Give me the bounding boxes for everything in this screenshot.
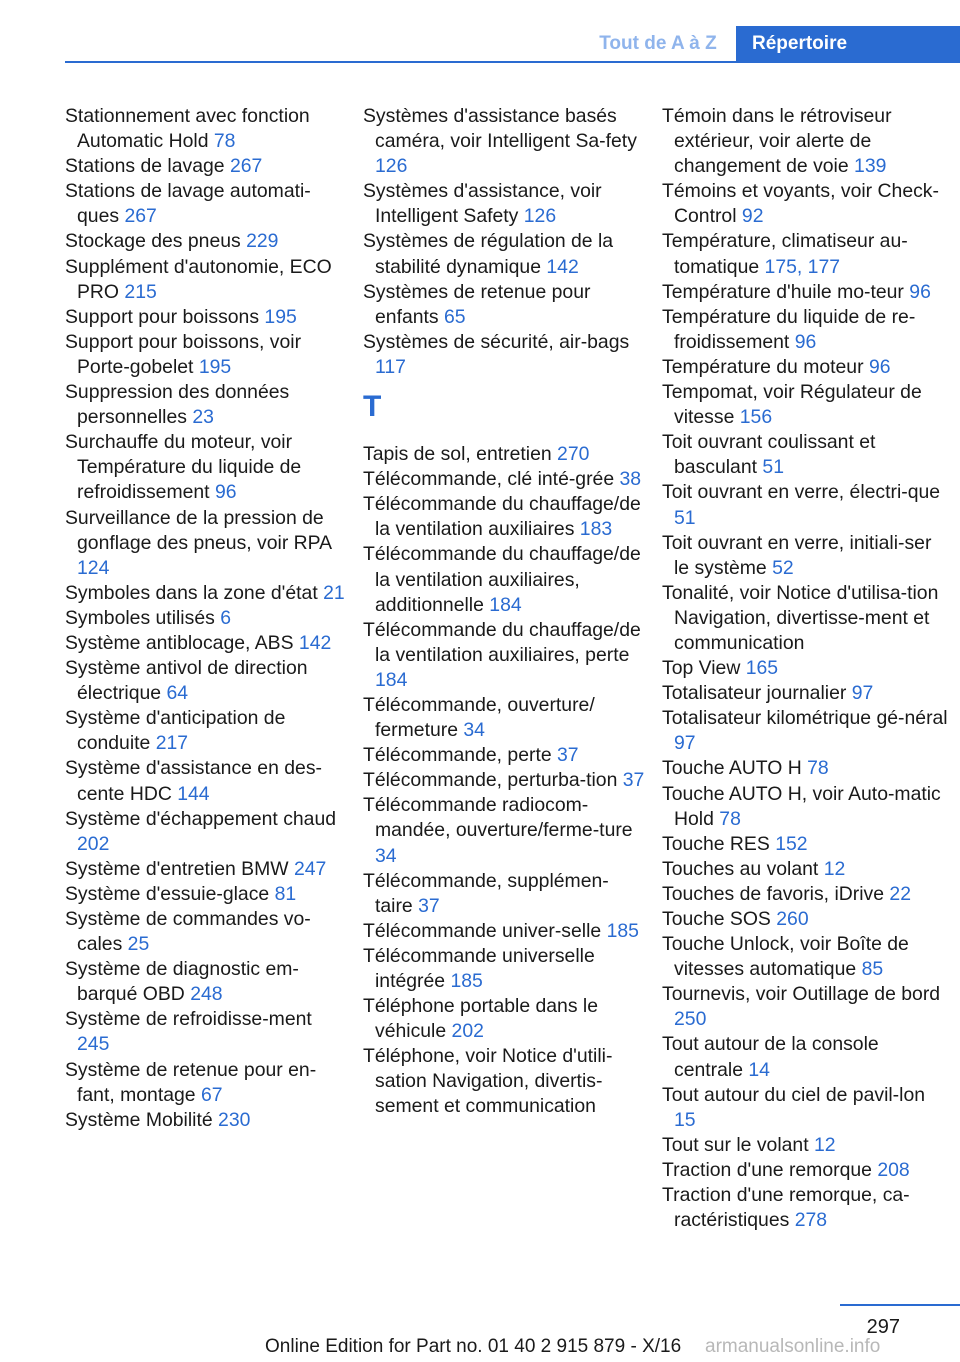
page-link[interactable]: 67 xyxy=(200,1083,223,1106)
index-entry xyxy=(363,793,645,868)
index-entry xyxy=(662,1032,948,1082)
index-entry xyxy=(662,531,948,581)
index-entry-text: Téléphone, voir Notice d'utili-sation Navigation, divertis-sement et communication xyxy=(363,1045,613,1118)
index-entry xyxy=(662,982,948,1032)
index-column-2 xyxy=(363,104,645,1120)
page-link[interactable]: 185 xyxy=(450,970,483,992)
index-entry xyxy=(662,104,948,179)
index-entry xyxy=(662,1183,948,1233)
index-entry-text: Télécommande, clé inté-grée xyxy=(363,468,615,491)
index-entry-text: Totalisateur journalier xyxy=(662,682,847,705)
index-entry xyxy=(65,255,347,305)
index-entry-text: Touches au volant xyxy=(662,857,819,880)
page-link[interactable]: 65 xyxy=(444,305,466,328)
page-link[interactable]: 96 xyxy=(909,280,931,303)
page-link[interactable]: 85 xyxy=(861,958,884,981)
index-entry-text: Téléphone portable dans le véhicule xyxy=(363,995,599,1043)
index-entry xyxy=(65,706,347,756)
page-link[interactable]: 14 xyxy=(748,1058,770,1081)
page-link[interactable]: 142 xyxy=(298,631,332,654)
index-column-1 xyxy=(65,104,347,1133)
index-entry-text: Tournevis, voir Outillage de bord xyxy=(662,983,941,1006)
index-entry xyxy=(363,869,645,919)
page-link[interactable]: 230 xyxy=(218,1108,251,1131)
index-entry xyxy=(363,229,645,279)
page-link[interactable]: 126 xyxy=(375,155,408,178)
index-entry-text: Surveillance de la pression de gonflage des pneus, voir RPA xyxy=(65,506,332,554)
index-entry xyxy=(65,430,347,505)
index-entry xyxy=(363,994,645,1044)
index-entry-text: Systèmes de retenue pour enfants xyxy=(363,280,591,328)
index-entry xyxy=(65,807,347,857)
index-entry xyxy=(363,492,645,542)
index-entry-text: Télécommande, ouverture/ fermeture xyxy=(363,693,595,742)
index-entry-text: Toit ouvrant en verre, électri-que xyxy=(662,481,941,504)
tab-repertoire[interactable]: Répertoire xyxy=(736,26,960,62)
page-link[interactable]: 92 xyxy=(741,205,764,228)
index-column-3 xyxy=(662,104,948,1233)
index-entry-text: Système de retenue pour en-fant, montage xyxy=(65,1058,317,1106)
index-entry xyxy=(363,693,645,743)
index-entry-text: Système de diagnostic em-barqué OBD xyxy=(65,958,299,1006)
index-entry xyxy=(65,1058,347,1108)
index-entry-text: Stations de lavage xyxy=(65,155,225,178)
index-entry xyxy=(662,907,948,932)
index-entry xyxy=(662,380,948,430)
page-link[interactable]: 25 xyxy=(127,933,150,956)
page-link[interactable]: 81 xyxy=(274,882,297,905)
page-link[interactable]: 202 xyxy=(451,1020,484,1043)
index-entry xyxy=(363,467,645,492)
index-entry xyxy=(662,229,948,279)
index-entry-text: Système d'échappement chaud xyxy=(65,807,337,830)
page-link[interactable]: 34 xyxy=(463,719,485,742)
index-entry xyxy=(65,656,347,706)
page-link[interactable]: 278 xyxy=(794,1209,828,1232)
page-link[interactable]: 156 xyxy=(739,406,773,429)
index-entry xyxy=(363,1044,645,1119)
index-entry-text: Télécommande du chauffage/de la ventilation auxiliaires, additionnelle xyxy=(363,543,641,616)
index-entry xyxy=(65,330,347,380)
index-entry-text: Température du liquide de re-froidissement xyxy=(662,305,916,353)
edition-note: Online Edition for Part no. 01 40 2 915 879 - X/16 xyxy=(265,1336,682,1357)
index-entry-text: Toit ouvrant coulissant et basculant xyxy=(662,431,876,479)
index-entry-text: Température du moteur xyxy=(662,355,864,378)
index-entry-text: Tapis de sol, entretien xyxy=(363,443,552,466)
page-link[interactable]: 183 xyxy=(579,518,613,541)
page-link[interactable]: 208 xyxy=(877,1158,910,1181)
page-link[interactable]: 64 xyxy=(166,682,189,705)
index-entry xyxy=(662,581,948,656)
page-link[interactable]: 124 xyxy=(77,556,110,579)
index-entry-text: Top View xyxy=(662,657,741,680)
index-entry xyxy=(65,154,347,179)
index-entry-text: Touche AUTO H xyxy=(662,757,802,780)
page-link[interactable]: 152 xyxy=(775,832,808,855)
page-link[interactable]: 21 xyxy=(323,581,345,604)
index-entry-text: Traction d'une remorque xyxy=(662,1158,872,1181)
index-entry xyxy=(363,919,645,944)
index-entry xyxy=(662,480,948,530)
index-entry xyxy=(65,581,347,606)
page-link[interactable]: 175, 177 xyxy=(764,255,841,278)
page-link[interactable]: 267 xyxy=(124,205,157,228)
index-entry-text: Totalisateur kilométrique gé-néral xyxy=(662,707,948,730)
footer-rule xyxy=(840,1304,960,1306)
index-entry-text: Tout autour de la console centrale xyxy=(662,1033,879,1081)
index-entry-text: Tonalité, voir Notice d'utilisa-tion Navigation, divertisse-ment et communication xyxy=(662,581,939,654)
index-entry xyxy=(662,430,948,480)
index-entry xyxy=(662,1158,948,1183)
page-link[interactable]: 12 xyxy=(823,857,846,880)
index-entry-text: Symboles dans la zone d'état xyxy=(65,581,318,604)
index-entry-text: Télécommande universelle intégrée xyxy=(363,944,595,992)
index-entry-text: Télécommande, perte xyxy=(363,744,552,767)
index-entry-text: Support pour boissons xyxy=(65,305,260,328)
page-link[interactable]: 202 xyxy=(77,832,110,855)
index-entry-text: Stockage des pneus xyxy=(65,230,241,253)
index-entry-text: Suppression des données personnelles xyxy=(65,381,290,429)
page-link[interactable]: 23 xyxy=(192,406,214,429)
index-entry xyxy=(65,1007,347,1057)
page-link[interactable]: 247 xyxy=(293,857,327,880)
index-entry xyxy=(65,606,347,631)
index-entry xyxy=(65,882,347,907)
index-entry xyxy=(662,932,948,982)
index-entry-text: Système de refroidisse-ment xyxy=(65,1008,312,1031)
index-entry xyxy=(363,442,645,467)
index-entry-text: Télécommande du chauffage/de la ventilation auxiliaires, perte xyxy=(363,618,641,666)
index-entry xyxy=(363,743,645,768)
index-entry xyxy=(662,756,948,781)
index-entry xyxy=(662,857,948,882)
index-entry-text: Touche Unlock, voir Boîte de vitesses automatique xyxy=(662,933,909,981)
page-link[interactable]: 78 xyxy=(807,757,829,780)
index-entry-text: Systèmes d'assistance basés caméra, voir Intelligent Sa-fety xyxy=(363,105,637,153)
index-entry xyxy=(65,229,347,254)
page-link[interactable]: 184 xyxy=(489,593,522,616)
index-entry-text: Système antiblocage, ABS xyxy=(65,631,294,654)
index-entry xyxy=(662,882,948,907)
index-entry xyxy=(363,944,645,994)
index-entry-text: Systèmes d'assistance, voir Intelligent Safety xyxy=(363,180,602,228)
index-entry-text: Traction d'une remorque, ca-ractéristiques xyxy=(662,1184,910,1232)
index-entry xyxy=(65,957,347,1007)
page-link[interactable]: 184 xyxy=(375,668,408,691)
index-entry-text: Système d'essuie-glace xyxy=(65,882,270,905)
index-entry-text: Supplément d'autonomie, ECO PRO xyxy=(65,255,332,303)
index-entry xyxy=(65,857,347,882)
index-entry-text: Surchauffe du moteur, voir Température du liquide de refroidissement xyxy=(65,431,302,504)
index-entry xyxy=(363,179,645,229)
index-entry-text: Témoins et voyants, voir Check-Control xyxy=(662,180,939,228)
page-link[interactable]: 117 xyxy=(375,355,406,378)
index-entry xyxy=(662,681,948,706)
page-link[interactable]: 215 xyxy=(124,280,157,303)
index-entry xyxy=(363,330,645,380)
index-entry xyxy=(662,832,948,857)
page-link[interactable]: 217 xyxy=(155,732,189,755)
index-entry-text: Touches de favoris, iDrive xyxy=(662,882,885,905)
page-link[interactable]: 37 xyxy=(418,894,440,917)
page-link[interactable]: 37 xyxy=(622,769,645,792)
page-link[interactable]: 267 xyxy=(229,155,263,178)
index-entry-text: Touche RES xyxy=(662,832,770,855)
index-entry xyxy=(662,1133,948,1158)
index-entry xyxy=(662,280,948,305)
index-entry xyxy=(662,706,948,756)
page-link[interactable]: 97 xyxy=(674,732,696,755)
index-entry-text: Système Mobilité xyxy=(65,1108,213,1131)
index-entry xyxy=(65,179,347,229)
page-link[interactable]: 51 xyxy=(674,506,696,529)
index-entry-text: Télécommande, perturba-tion xyxy=(363,769,618,792)
page-link[interactable]: 6 xyxy=(220,606,231,629)
index-entry-text: Télécommande univer-selle xyxy=(363,919,602,942)
index-entry xyxy=(65,506,347,581)
index-entry xyxy=(65,631,347,656)
section-letter: T xyxy=(363,390,382,424)
index-entry xyxy=(65,1108,347,1133)
index-entry xyxy=(363,618,645,693)
index-entry-text: Système antivol de direction électrique xyxy=(65,657,308,705)
index-entry xyxy=(662,782,948,832)
page-link[interactable]: 270 xyxy=(557,443,590,466)
page-link[interactable]: 250 xyxy=(674,1008,707,1031)
page-link[interactable]: 15 xyxy=(674,1108,696,1131)
index-entry-text: Tempomat, voir Régulateur de vitesse xyxy=(662,381,922,429)
index-entry-text: Température d'huile mo-teur xyxy=(662,280,904,303)
index-entry xyxy=(662,656,948,681)
index-entry xyxy=(662,1083,948,1133)
index-entry-text: Télécommande, supplémen-taire xyxy=(363,869,609,917)
index-entry-text: Télécommande du chauffage/de la ventilation auxiliaires xyxy=(363,493,641,541)
page-link[interactable]: 144 xyxy=(177,782,210,805)
index-entry xyxy=(363,768,645,793)
index-entry-text: Touche AUTO H, voir Auto-matic Hold xyxy=(662,782,941,830)
page-link[interactable]: 229 xyxy=(246,230,279,253)
page-link[interactable]: 97 xyxy=(851,682,874,705)
index-entry-text: Tout sur le volant xyxy=(662,1133,809,1156)
index-entry-text: Systèmes de sécurité, air-bags xyxy=(363,330,630,353)
index-entry-text: Système d'anticipation de conduite xyxy=(65,707,286,755)
index-entry-text: Toit ouvrant en verre, initiali-ser le système xyxy=(662,531,932,579)
page-link[interactable]: 78 xyxy=(719,807,741,830)
index-entry xyxy=(363,542,645,617)
index-entry xyxy=(65,104,347,154)
index-entry-text: Systèmes de régulation de la stabilité dynamique xyxy=(363,230,614,278)
page-link[interactable]: 12 xyxy=(813,1133,836,1156)
page-link[interactable]: 51 xyxy=(762,456,784,479)
index-entry-text: Support pour boissons, voir Porte-gobelet xyxy=(65,330,302,378)
page-link[interactable]: 37 xyxy=(557,744,579,767)
page-link[interactable]: 165 xyxy=(745,657,779,680)
index-entry-text: Température, climatiseur au-tomatique xyxy=(662,230,908,278)
page-link[interactable]: 96 xyxy=(868,355,891,378)
page-link[interactable]: 185 xyxy=(606,919,639,942)
page-link[interactable]: 139 xyxy=(854,155,887,178)
index-entry-text: Système d'assistance en des-cente HDC xyxy=(65,757,322,805)
page-link[interactable]: 96 xyxy=(794,330,817,353)
page-link[interactable]: 52 xyxy=(772,556,794,579)
index-entry xyxy=(662,305,948,355)
page-number: 297 xyxy=(866,1316,900,1338)
index-entry-text: Télécommande radiocom-mandée, ouverture/ferme-ture xyxy=(363,794,633,842)
page-link[interactable]: 38 xyxy=(619,468,642,491)
page-link[interactable]: 248 xyxy=(190,983,223,1006)
index-entry xyxy=(662,355,948,380)
index-entry-text: Symboles utilisés xyxy=(65,606,215,629)
page-link[interactable]: 195 xyxy=(264,305,297,328)
index-entry-text: Touche SOS xyxy=(662,908,771,930)
index-entry-text: Stations de lavage automati-ques xyxy=(65,180,311,228)
index-entry xyxy=(65,305,347,330)
page-link[interactable]: 142 xyxy=(546,255,579,278)
index-entry xyxy=(65,380,347,430)
page-link[interactable]: 195 xyxy=(198,355,232,378)
index-entry xyxy=(363,104,645,179)
index-entry-text: Stationnement avec fonction Automatic Hold xyxy=(65,105,310,153)
index-entry xyxy=(363,280,645,330)
tab-tout-de-a-a-z[interactable]: Tout de A à Z xyxy=(599,33,717,54)
page-link[interactable]: 260 xyxy=(776,908,809,930)
index-entry xyxy=(65,907,347,957)
page-link[interactable]: 245 xyxy=(77,1033,110,1056)
index-entry xyxy=(662,179,948,229)
index-entry-text: Tout autour du ciel de pavil-lon xyxy=(662,1083,926,1106)
page-link[interactable]: 22 xyxy=(889,882,911,905)
index-entry-text: Témoin dans le rétroviseur extérieur, voir alerte de changement de voie xyxy=(662,105,892,178)
index-entry xyxy=(65,756,347,806)
index-entry-text: Système de commandes vo-cales xyxy=(65,908,311,956)
page-link[interactable]: 78 xyxy=(213,130,236,153)
index-entry-text: Système d'entretien BMW xyxy=(65,857,289,880)
watermark: armanualsonline.info xyxy=(705,1336,881,1357)
page-link[interactable]: 34 xyxy=(375,844,397,867)
page-link[interactable]: 96 xyxy=(214,481,237,504)
page-link[interactable]: 126 xyxy=(523,205,557,228)
